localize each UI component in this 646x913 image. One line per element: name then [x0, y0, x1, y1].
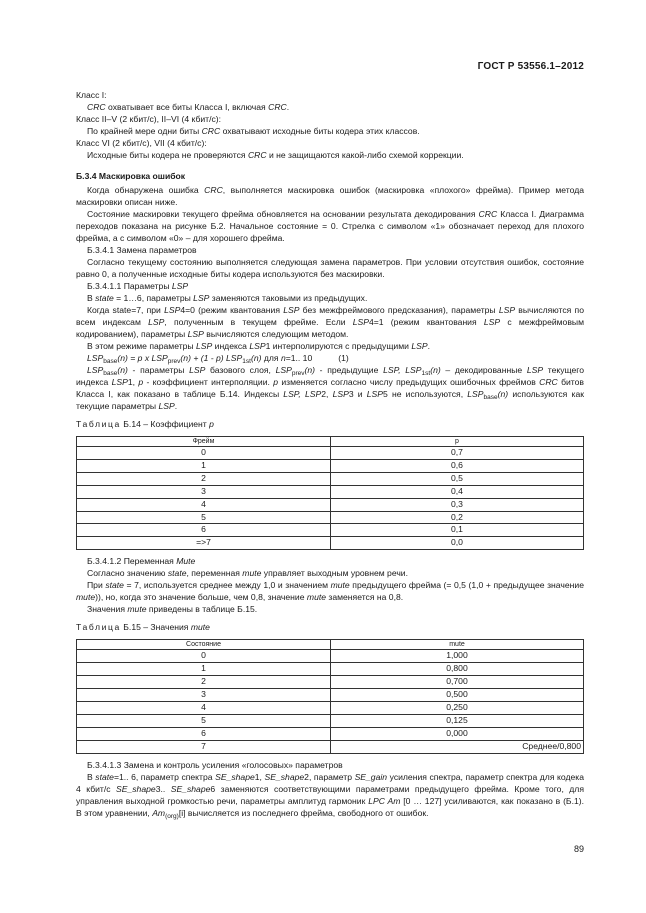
- table-row: 7 Среднее/0,800: [77, 740, 584, 753]
- class-2-text: По крайней мере одни биты CRC охватывают исходные биты кодера этих классов.: [87, 126, 420, 136]
- table-row: 0 1,000: [77, 650, 584, 663]
- paragraph-4: В state = 1…6, параметры LSP заменяются таковыми из предыдущих.: [87, 293, 368, 303]
- paragraph-5: Когда state=7, при LSP4=0 (режим квантования LSP без межфреймового предсказания), параметры LSP вычисляются по всем индексам LSP, полученным в текущем фрейме. Если LSP4=1 (режим квантования LSP с межфреймовым кодированием), параметры LSP вычисляются следующим методом.: [76, 305, 584, 339]
- class-3-title: Класс VI (2 кбит/с), VII (4 кбит/с):: [76, 138, 207, 148]
- table-row: 4 0,250: [77, 701, 584, 714]
- table-row: 5 0,125: [77, 714, 584, 727]
- paragraph-9: При state = 7, используется среднее между 1,0 и значением mute предыдущего фрейма (= 0,5 (1,0 + предыдущее значение mute)), но, когда это значение больше, чем 0,8, значение mute заменяется на 0,8.: [76, 580, 584, 603]
- table-row: 0 0,7: [77, 447, 584, 460]
- paragraph-10: Значения mute приведены в таблице Б.15.: [87, 604, 258, 615]
- table-row: =>7 0,0: [77, 537, 584, 550]
- paragraph-7: $LSP_{base}(n)$ - параметры LSP базового слоя, $LSP_{prev}(n)$ - предыдущие LSP, $LSP_{1st}(n)$ – декодированные LSP текущего индекса LSP1, p - коэффициент интерполяции. p изменяется согласно числу предыдущих ошибочных фреймов CRC битов Класса I, как показано в таблице Б.14. Индексы LSP, LSP2, LSP3 и LSP5 не используются, $LSP_{base}(n)$ используются как текущие параметры LSP.: [76, 365, 585, 411]
- table-row: 1 0,6: [77, 459, 584, 472]
- subsection-1: Б.3.4.1 Замена параметров: [87, 245, 197, 255]
- table-14-caption: Таблица Б.14 – Коэффициент p: [76, 419, 214, 429]
- paragraph-3: Согласно текущему состоянию выполняется следующая замена параметров. При условии отсутствия ошибок, состояние равно 0, а полученные исходные биты кодера используются без маскировки.: [76, 257, 584, 279]
- section-title: Б.3.4 Маскировка ошибок: [76, 171, 186, 181]
- paragraph-6: В этом режиме параметры LSP индекса LSP1 интерполируются с предыдущими LSP.: [87, 341, 430, 351]
- table-row: 4 0,3: [77, 498, 584, 511]
- table-14-header-frame: Фрейм: [77, 437, 331, 447]
- table-row: 3 0,500: [77, 688, 584, 701]
- class-1-text: CRC охватывает все биты Класса I, включая CRC.: [87, 102, 290, 112]
- page-number: 89: [573, 844, 584, 854]
- paragraph-1: Когда обнаружена ошибка CRC, выполняется маскировка ошибок (маскировка «плохого» фрейма). Пример метода маскировки описан ниже.: [76, 185, 584, 207]
- table-14: [76, 436, 584, 550]
- table-row: 1 0,800: [77, 663, 584, 676]
- table-row: 6 0,1: [77, 524, 584, 537]
- table-15-header-state: Состояние: [77, 640, 331, 650]
- subsection-1-3: Б.3.4.1.3 Замена и контроль усиления «голосовых» параметров: [87, 759, 343, 770]
- table-row: 5 0,2: [77, 511, 584, 524]
- table-row: 2 0,700: [77, 676, 584, 689]
- paragraph-11: В state=1.. 6, параметр спектра SE_shape1, SE_shape2, параметр SE_gain усиления спектра, параметр спектра для кодека 4 кбит/с SE_shape3.. SE_shape6 заменяются соответствующими параметрами предыдущего фрейма. Кроме того, для управления выходной громкостью речи, параметры амплитуд гармоник LPC Am [0 … 127] усиливаются, как показано в (Б.1). В этом уравнении, $Am_{(org)}[i]$ вычисляется из последнего фрейма, свободного от ошибок.: [76, 771, 584, 820]
- document-id: ГОСТ Р 53556.1–2012: [477, 61, 584, 72]
- page-content: [76, 89, 584, 819]
- subsection-1-2: Б.3.4.1.2 Переменная Mute: [87, 556, 196, 567]
- table-row: 6 0,000: [77, 727, 584, 740]
- paragraph-2: Состояние маскировки текущего фрейма обновляется на основании результата декодирования CRC Класса I. Диаграмма переходов показана на рисунке Б.2. Начальное состояние = 0. Стрелка с символом «1» обозначает переход для плохого фрейма, а с символом «0» – для хорошего фрейма.: [76, 209, 584, 243]
- table-row: 2 0,5: [77, 472, 584, 485]
- equation-1: $LSP_{base}(n) = p$ x $LSP_{prev}(n) + (1 - p)$ $LSP_{1st}(n)$ для n=1.. 10 (1): [87, 353, 349, 365]
- class-3-text: Исходные биты кодера не проверяются CRC и не защищаются какой-либо схемой коррекции.: [87, 150, 464, 160]
- equation-number: (1): [338, 353, 349, 363]
- paragraph-8: Согласно значению state, переменная mute управляет выходным уровнем речи.: [87, 568, 408, 579]
- class-1-title: Класс I:: [76, 90, 107, 100]
- table-row: 3 0,4: [77, 485, 584, 498]
- subsection-1-1: Б.3.4.1.1 Параметры LSP: [87, 281, 189, 291]
- table-14-header-p: p: [331, 437, 584, 447]
- table-15: [76, 639, 584, 753]
- table-15-header-mute: mute: [331, 640, 584, 650]
- class-2-title: Класс II–V (2 кбит/с), II–VI (4 кбит/с):: [76, 114, 222, 124]
- table-15-caption: Таблица Б.15 – Значения mute: [76, 622, 210, 633]
